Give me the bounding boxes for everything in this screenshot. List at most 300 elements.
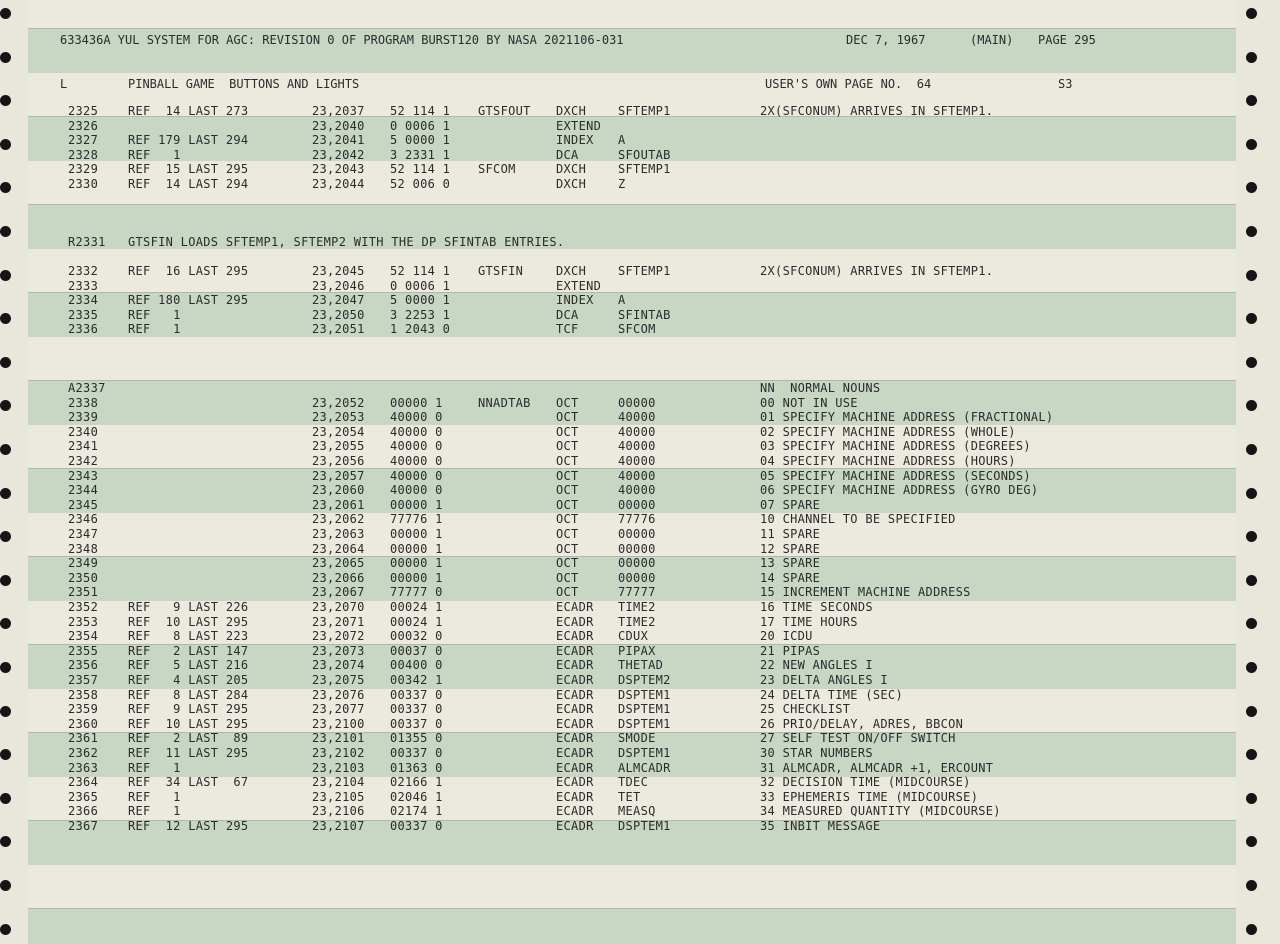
octal-code: 01363 0 [390, 760, 443, 775]
feed-hole [1246, 313, 1257, 324]
opcode: INDEX [556, 293, 594, 308]
operand: 40000 [618, 483, 656, 498]
octal-code: 40000 0 [390, 410, 443, 425]
opcode: OCT [556, 454, 579, 468]
opcode: OCT [556, 570, 579, 585]
feed-hole [0, 270, 11, 281]
memory-address: 23,2104 [312, 775, 365, 790]
line-number: 2352 [68, 600, 99, 614]
opcode: DXCH [556, 104, 587, 118]
print-date: DEC 7, 1967 [846, 33, 926, 47]
opcode: DXCH [556, 177, 587, 191]
line-number: 2335 [68, 307, 99, 322]
operand: 40000 [618, 424, 656, 439]
operand: 40000 [618, 468, 656, 483]
memory-address: 23,2045 [312, 264, 365, 278]
line-number: 2328 [68, 147, 99, 162]
cross-reference: GTSFIN LOADS SFTEMP1, SFTEMP2 WITH THE DP SFINTAB ENTRIES. [128, 235, 565, 249]
line-number: 2361 [68, 731, 99, 746]
memory-address: 23,2101 [312, 731, 365, 746]
comment: 10 CHANNEL TO BE SPECIFIED [760, 512, 956, 527]
operand: DSPTEM1 [618, 687, 671, 702]
comment: 23 DELTA ANGLES I [760, 673, 888, 687]
comment: NN NORMAL NOUNS [760, 381, 881, 395]
memory-address: 23,2106 [312, 804, 365, 819]
feed-hole [1246, 444, 1257, 455]
listing-line [28, 600, 1236, 614]
feed-hole [1246, 924, 1257, 935]
comment: 2X(SFCONUM) ARRIVES IN SFTEMP1. [760, 104, 994, 118]
memory-address: 23,2105 [312, 789, 365, 804]
line-number: A2337 [68, 381, 106, 395]
tractor-feed-holes-left [0, 0, 20, 944]
opcode: DCA [556, 147, 579, 162]
listing-line [28, 644, 1236, 658]
memory-address: 23,2074 [312, 658, 365, 673]
comment: 31 ALMCADR, ALMCADR +1, ERCOUNT [760, 760, 994, 775]
opcode: OCT [556, 483, 579, 498]
memory-address: 23,2050 [312, 307, 365, 322]
opcode: OCT [556, 541, 579, 556]
listing-line [28, 527, 1236, 541]
listing-line [28, 469, 1236, 483]
cross-reference: REF 1 [128, 804, 181, 819]
octal-code: 00037 0 [390, 643, 443, 658]
octal-code: 52 114 1 [390, 162, 451, 177]
opcode: OCT [556, 527, 579, 541]
line-number: 2343 [68, 468, 99, 483]
line-number: 2339 [68, 410, 99, 425]
listing-line [28, 381, 1236, 395]
cross-reference: REF 5 LAST 216 [128, 658, 249, 673]
comment: 2X(SFCONUM) ARRIVES IN SFTEMP1. [760, 264, 994, 278]
opcode: OCT [556, 439, 579, 454]
comment: 02 SPECIFY MACHINE ADDRESS (WHOLE) [760, 424, 1016, 439]
operand: DSPTEM1 [618, 819, 671, 833]
feed-hole [0, 95, 11, 106]
memory-address: 23,2100 [312, 716, 365, 731]
cross-reference: REF 4 LAST 205 [128, 673, 249, 687]
listing-line [28, 717, 1236, 731]
octal-code: 00000 1 [390, 541, 443, 556]
listing-line [28, 148, 1236, 162]
octal-code: 40000 0 [390, 454, 443, 468]
comment: 24 DELTA TIME (SEC) [760, 687, 903, 702]
memory-address: 23,2044 [312, 177, 365, 191]
feed-hole [0, 575, 11, 586]
listing-line [28, 556, 1236, 570]
operand: SFINTAB [618, 307, 671, 322]
opcode: DXCH [556, 264, 587, 278]
opcode: ECADR [556, 746, 594, 760]
line-number: 2356 [68, 658, 99, 673]
line-number: 2364 [68, 775, 99, 790]
line-number: 2350 [68, 570, 99, 585]
memory-address: 23,2047 [312, 293, 365, 308]
feed-hole [1246, 270, 1257, 281]
listing-line [28, 322, 1236, 336]
feed-hole [0, 357, 11, 368]
octal-code: 00000 1 [390, 497, 443, 512]
cross-reference: REF 8 LAST 284 [128, 687, 249, 702]
memory-address: 23,2054 [312, 424, 365, 439]
line-number: 2342 [68, 454, 99, 468]
operand: TDEC [618, 775, 649, 790]
listing-line [28, 177, 1236, 191]
opcode: TCF [556, 322, 579, 337]
line-number: 2332 [68, 264, 99, 278]
line-number: 2366 [68, 804, 99, 819]
octal-code: 77776 1 [390, 512, 443, 527]
memory-address: 23,2051 [312, 322, 365, 337]
opcode: DXCH [556, 162, 587, 177]
symbol-label: SFCOM [478, 162, 516, 177]
cross-reference: REF 179 LAST 294 [128, 133, 249, 148]
octal-code: 00337 0 [390, 702, 443, 717]
opcode: ECADR [556, 614, 594, 629]
listing-line [28, 308, 1236, 322]
line-number: 2351 [68, 585, 99, 600]
opcode: ECADR [556, 731, 594, 746]
feed-hole [1246, 880, 1257, 891]
octal-code: 1 2043 0 [390, 322, 451, 337]
comment: 01 SPECIFY MACHINE ADDRESS (FRACTIONAL) [760, 410, 1054, 425]
memory-address: 23,2046 [312, 278, 365, 293]
tractor-feed-holes-right [1246, 0, 1266, 944]
listing-line [28, 104, 1236, 118]
line-number: 2333 [68, 278, 99, 293]
cross-reference: REF 180 LAST 295 [128, 293, 249, 308]
opcode: ECADR [556, 658, 594, 673]
listing-line [28, 279, 1236, 293]
line-number: 2355 [68, 643, 99, 658]
line-number: 2330 [68, 177, 99, 191]
operand: 00000 [618, 527, 656, 541]
comment: 16 TIME SECONDS [760, 600, 873, 614]
listing-line [28, 512, 1236, 526]
memory-address: 23,2103 [312, 760, 365, 775]
comment: 12 SPARE [760, 541, 821, 556]
comment: 04 SPECIFY MACHINE ADDRESS (HOURS) [760, 454, 1016, 468]
opcode: ECADR [556, 643, 594, 658]
listing-line [28, 133, 1236, 147]
operand: 40000 [618, 454, 656, 468]
operand: 00000 [618, 570, 656, 585]
listing-line [28, 454, 1236, 468]
operand: DSPTEM2 [618, 673, 671, 687]
comment: 15 INCREMENT MACHINE ADDRESS [760, 585, 971, 600]
listing-title: PINBALL GAME BUTTONS AND LIGHTS [128, 77, 360, 91]
line-number: 2367 [68, 819, 99, 833]
opcode: ECADR [556, 775, 594, 790]
page-number: PAGE 295 [1038, 33, 1096, 47]
octal-code: 3 2331 1 [390, 147, 451, 162]
comment: 20 ICDU [760, 629, 813, 644]
cross-reference: REF 12 LAST 295 [128, 819, 249, 833]
cross-reference: REF 34 LAST 67 [128, 775, 249, 790]
comment: 33 EPHEMERIS TIME (MIDCOURSE) [760, 789, 979, 804]
symbol-label: NNADTAB [478, 395, 531, 410]
feed-hole [1246, 8, 1257, 19]
comment: 07 SPARE [760, 497, 821, 512]
greenbar-band [28, 908, 1236, 944]
operand: 00000 [618, 556, 656, 571]
comment: 03 SPECIFY MACHINE ADDRESS (DEGREES) [760, 439, 1031, 454]
opcode: OCT [556, 424, 579, 439]
octal-code: 02046 1 [390, 789, 443, 804]
operand: SFTEMP1 [618, 104, 671, 118]
line-number: 2365 [68, 789, 99, 804]
cross-reference: REF 1 [128, 307, 181, 322]
line-number: 2327 [68, 133, 99, 148]
octal-code: 40000 0 [390, 468, 443, 483]
comment: 25 CHECKLIST [760, 702, 851, 717]
octal-code: 3 2253 1 [390, 307, 451, 322]
memory-address: 23,2063 [312, 527, 365, 541]
comment: 00 NOT IN USE [760, 395, 858, 410]
memory-address: 23,2072 [312, 629, 365, 644]
operand: TET [618, 789, 641, 804]
listing-line [28, 775, 1236, 789]
memory-address: 23,2077 [312, 702, 365, 717]
line-number: 2362 [68, 746, 99, 760]
opcode: ECADR [556, 600, 594, 614]
memory-address: 23,2066 [312, 570, 365, 585]
listing-line [28, 615, 1236, 629]
listing-line [28, 571, 1236, 585]
operand: 00000 [618, 497, 656, 512]
feed-hole [0, 793, 11, 804]
octal-code: 00000 1 [390, 570, 443, 585]
memory-address: 23,2076 [312, 687, 365, 702]
octal-code: 00342 1 [390, 673, 443, 687]
feed-hole [1246, 706, 1257, 717]
line-number: 2326 [68, 118, 99, 133]
opcode: ECADR [556, 687, 594, 702]
operand: SFOUTAB [618, 147, 671, 162]
feed-hole [0, 313, 11, 324]
operand: MEASQ [618, 804, 656, 819]
symbol-label: GTSFOUT [478, 104, 531, 118]
line-number: 2358 [68, 687, 99, 702]
listing-line [28, 761, 1236, 775]
feed-hole [0, 8, 11, 19]
listing-line [28, 804, 1236, 818]
feed-hole [0, 52, 11, 63]
listing-line [28, 410, 1236, 424]
octal-code: 00000 1 [390, 527, 443, 541]
operand: 00000 [618, 395, 656, 410]
operand: DSPTEM1 [618, 746, 671, 760]
listing-line [28, 396, 1236, 410]
page-title: 633436A YUL SYSTEM FOR AGC: REVISION 0 OF PROGRAM BURST120 BY NASA 2021106-031 [60, 33, 624, 47]
feed-hole [1246, 95, 1257, 106]
opcode: DCA [556, 307, 579, 322]
feed-hole [0, 880, 11, 891]
line-number: 2357 [68, 673, 99, 687]
listing-line [28, 425, 1236, 439]
memory-address: 23,2107 [312, 819, 365, 833]
feed-hole [0, 182, 11, 193]
cross-reference: REF 8 LAST 223 [128, 629, 249, 644]
octal-code: 52 006 0 [390, 177, 451, 191]
operand: DSPTEM1 [618, 702, 671, 717]
feed-hole [0, 662, 11, 673]
octal-code: 00337 0 [390, 746, 443, 760]
operand: 40000 [618, 410, 656, 425]
listing-line [28, 235, 1236, 249]
feed-hole [1246, 618, 1257, 629]
operand: SFTEMP1 [618, 264, 671, 278]
operand: THETAD [618, 658, 664, 673]
octal-code: 40000 0 [390, 424, 443, 439]
operand: TIME2 [618, 600, 656, 614]
cross-reference: REF 2 LAST 89 [128, 731, 249, 746]
cross-reference: REF 1 [128, 760, 181, 775]
opcode: ECADR [556, 716, 594, 731]
line-number: R2331 [68, 235, 106, 249]
octal-code: 77777 0 [390, 585, 443, 600]
opcode: ECADR [556, 819, 594, 833]
octal-code: 00000 1 [390, 556, 443, 571]
opcode: ECADR [556, 789, 594, 804]
memory-address: 23,2065 [312, 556, 365, 571]
line-number: 2338 [68, 395, 99, 410]
feed-hole [0, 531, 11, 542]
memory-address: 23,2055 [312, 439, 365, 454]
feed-hole [1246, 52, 1257, 63]
listing-line [28, 585, 1236, 599]
listing-line [28, 542, 1236, 556]
feed-hole [0, 749, 11, 760]
opcode: ECADR [556, 760, 594, 775]
comment: 26 PRIO/DELAY, ADRES, BBCON [760, 716, 964, 731]
opcode: ECADR [556, 629, 594, 644]
feed-hole [1246, 488, 1257, 499]
opcode: ECADR [556, 702, 594, 717]
opcode: OCT [556, 497, 579, 512]
octal-code: 00032 0 [390, 629, 443, 644]
feed-hole [1246, 357, 1257, 368]
comment: 35 INBIT MESSAGE [760, 819, 881, 833]
listing-line [28, 629, 1236, 643]
octal-code: 02166 1 [390, 775, 443, 790]
memory-address: 23,2041 [312, 133, 365, 148]
operand: ALMCADR [618, 760, 671, 775]
listing-line [28, 731, 1236, 745]
octal-code: 0 0006 1 [390, 278, 451, 293]
cross-reference: REF 1 [128, 789, 181, 804]
operand: SMODE [618, 731, 656, 746]
listing-line [28, 746, 1236, 760]
comment: 11 SPARE [760, 527, 821, 541]
comment: 27 SELF TEST ON/OFF SWITCH [760, 731, 956, 746]
memory-address: 23,2075 [312, 673, 365, 687]
comment: 17 TIME HOURS [760, 614, 858, 629]
listing-line [28, 688, 1236, 702]
memory-address: 23,2061 [312, 497, 365, 512]
line-number: 2348 [68, 541, 99, 556]
operand: SFTEMP1 [618, 162, 671, 177]
operand: SFCOM [618, 322, 656, 337]
feed-hole [1246, 226, 1257, 237]
cross-reference: REF 9 LAST 295 [128, 702, 249, 717]
memory-address: 23,2062 [312, 512, 365, 527]
memory-address: 23,2070 [312, 600, 365, 614]
operand: 00000 [618, 541, 656, 556]
line-number: 2346 [68, 512, 99, 527]
opcode: EXTEND [556, 278, 602, 293]
memory-address: 23,2071 [312, 614, 365, 629]
listing-line [28, 264, 1236, 278]
feed-hole [0, 706, 11, 717]
feed-hole [1246, 749, 1257, 760]
operand: CDUX [618, 629, 649, 644]
octal-code: 5 0000 1 [390, 133, 451, 148]
memory-address: 23,2102 [312, 746, 365, 760]
listing-line [28, 439, 1236, 453]
symbol-label: GTSFIN [478, 264, 524, 278]
listing-line [28, 790, 1236, 804]
memory-address: 23,2043 [312, 162, 365, 177]
memory-address: 23,2067 [312, 585, 365, 600]
listing-line [28, 293, 1236, 307]
listing-flag: L [60, 77, 68, 91]
memory-address: 23,2056 [312, 454, 365, 468]
line-number: 2353 [68, 614, 99, 629]
operand: Z [618, 177, 626, 191]
opcode: OCT [556, 410, 579, 425]
operand: TIME2 [618, 614, 656, 629]
line-number: 2359 [68, 702, 99, 717]
cross-reference: REF 10 LAST 295 [128, 614, 249, 629]
memory-address: 23,2037 [312, 104, 365, 118]
opcode: ECADR [556, 673, 594, 687]
opcode: OCT [556, 468, 579, 483]
memory-address: 23,2053 [312, 410, 365, 425]
comment: 22 NEW ANGLES I [760, 658, 873, 673]
feed-hole [1246, 400, 1257, 411]
listing-line [28, 498, 1236, 512]
comment: 34 MEASURED QUANTITY (MIDCOURSE) [760, 804, 1001, 819]
listing-line [28, 673, 1236, 687]
opcode: INDEX [556, 133, 594, 148]
octal-code: 00337 0 [390, 687, 443, 702]
feed-hole [0, 488, 11, 499]
feed-hole [0, 836, 11, 847]
feed-hole [1246, 575, 1257, 586]
octal-code: 00000 1 [390, 395, 443, 410]
memory-address: 23,2042 [312, 147, 365, 162]
octal-code: 52 114 1 [390, 264, 451, 278]
memory-address: 23,2073 [312, 643, 365, 658]
comment: 30 STAR NUMBERS [760, 746, 873, 760]
feed-hole [1246, 662, 1257, 673]
feed-hole [0, 444, 11, 455]
line-number: 2334 [68, 293, 99, 308]
octal-code: 00024 1 [390, 600, 443, 614]
operand: 40000 [618, 439, 656, 454]
line-number: 2336 [68, 322, 99, 337]
print-section: (MAIN) [970, 33, 1014, 47]
cross-reference: REF 9 LAST 226 [128, 600, 249, 614]
printout-sheet [28, 0, 1236, 944]
line-number: 2340 [68, 424, 99, 439]
line-number: 2341 [68, 439, 99, 454]
feed-hole [0, 400, 11, 411]
octal-code: 01355 0 [390, 731, 443, 746]
feed-hole [0, 924, 11, 935]
